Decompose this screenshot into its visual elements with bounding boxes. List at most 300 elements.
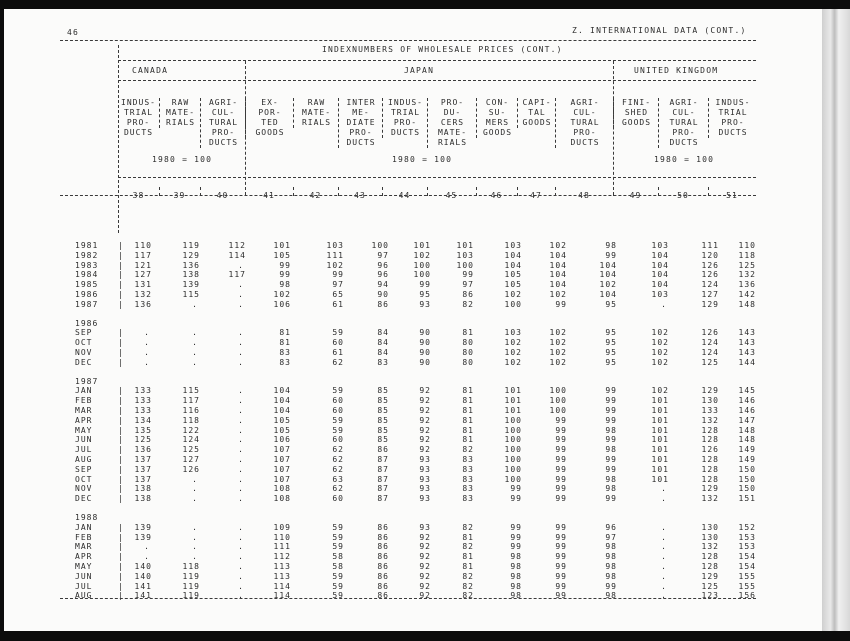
- table-row: [4, 416, 804, 426]
- cell-col-48: 98: [605, 542, 617, 552]
- row-separator: |: [118, 484, 124, 494]
- cell-col-44: 93: [419, 474, 431, 484]
- cell-col-40: .: [238, 347, 244, 357]
- cell-col-50: 129: [701, 484, 719, 494]
- cell-col-44: 92: [419, 415, 431, 425]
- column-header-50: [658, 98, 709, 148]
- cell-col-50: 126: [701, 260, 719, 270]
- cell-col-48: 99: [605, 386, 617, 396]
- base-uk: 1980 = 100: [654, 155, 715, 164]
- cell-col-42: 62: [332, 454, 344, 464]
- column-header-47: [517, 98, 556, 128]
- cell-col-42: 60: [332, 338, 344, 348]
- cell-col-47: 99: [555, 542, 567, 552]
- cell-col-46: 101: [504, 396, 522, 406]
- cell-col-41: 114: [273, 581, 291, 591]
- cell-col-41: 107: [273, 474, 291, 484]
- cell-col-41: 105: [273, 250, 291, 260]
- cell-col-51: 150: [738, 484, 756, 494]
- cell-col-40: .: [238, 484, 244, 494]
- cell-col-48: 98: [605, 425, 617, 435]
- cell-col-42: 102: [326, 260, 344, 270]
- cell-col-49: 102: [651, 347, 669, 357]
- cell-col-47: 100: [549, 386, 567, 396]
- column-header-line: PRO-: [126, 118, 151, 127]
- cell-col-46: 100: [504, 454, 522, 464]
- row-label: MAY: [75, 425, 93, 435]
- cell-col-38: 131: [134, 280, 152, 290]
- cell-col-41: 104: [273, 396, 291, 406]
- cell-col-43: 86: [377, 571, 389, 581]
- cell-col-48: 99: [605, 581, 617, 591]
- table-row: [4, 338, 804, 348]
- cell-col-39: 115: [182, 386, 200, 396]
- cell-col-42: 58: [332, 552, 344, 562]
- row-separator: |: [118, 591, 124, 601]
- column-header-line: DUCTS: [123, 128, 154, 137]
- cell-col-42: 59: [332, 386, 344, 396]
- column-header-line: CAPI-: [522, 98, 552, 107]
- table-row: [4, 406, 804, 416]
- cell-col-41: 113: [273, 561, 291, 571]
- row-label: FEB: [75, 532, 93, 542]
- cell-col-42: 59: [332, 328, 344, 338]
- cell-col-47: 102: [549, 289, 567, 299]
- column-header-line: CUL-: [672, 108, 696, 117]
- cell-col-41: 81: [279, 338, 291, 348]
- row-label: APR: [75, 415, 93, 425]
- cell-col-47: 99: [555, 474, 567, 484]
- cell-col-42: 59: [332, 415, 344, 425]
- cell-col-50: 128: [701, 464, 719, 474]
- cell-col-48: 102: [599, 280, 617, 290]
- cell-col-46: 102: [504, 338, 522, 348]
- cell-col-40: .: [238, 260, 244, 270]
- cell-col-43: 86: [377, 591, 389, 601]
- cell-col-47: 102: [549, 347, 567, 357]
- cell-col-41: 110: [273, 532, 291, 542]
- cell-col-41: 105: [273, 415, 291, 425]
- column-header-line: DUCTS: [570, 138, 600, 147]
- cell-col-41: 109: [273, 522, 291, 532]
- cell-col-38: 136: [134, 299, 152, 309]
- row-label: DEC: [75, 494, 93, 504]
- cell-col-40: .: [238, 357, 244, 367]
- cell-col-48: 98: [605, 474, 617, 484]
- cell-col-41: 114: [273, 591, 291, 601]
- cell-col-40: .: [238, 425, 244, 435]
- cell-col-47: 102: [549, 328, 567, 338]
- cell-col-50: 124: [701, 347, 719, 357]
- cell-col-47: 102: [549, 241, 567, 250]
- cell-col-38: 139: [134, 532, 152, 542]
- cell-col-49: 101: [651, 464, 669, 474]
- row-separator: |: [118, 542, 124, 552]
- cell-col-50: 120: [701, 250, 719, 260]
- cell-col-46: 102: [504, 357, 522, 367]
- cell-col-43: 85: [377, 386, 389, 396]
- cell-col-42: 103: [326, 241, 344, 250]
- cell-col-41: 98: [279, 280, 291, 290]
- column-header-line: SU-: [488, 108, 507, 117]
- cell-col-38: 136: [134, 445, 152, 455]
- cell-col-43: 86: [377, 522, 389, 532]
- row-separator: |: [118, 425, 124, 435]
- cell-col-46: 100: [504, 464, 522, 474]
- cell-col-38: 137: [134, 474, 152, 484]
- column-header-line: GOODS: [621, 118, 652, 127]
- cell-col-42: 59: [332, 591, 344, 601]
- cell-col-50: 130: [701, 532, 719, 542]
- column-header-line: ME-: [352, 108, 370, 117]
- column-header-line: MERS: [485, 118, 510, 127]
- cell-col-51: 155: [738, 581, 756, 591]
- cell-col-40: .: [238, 328, 244, 338]
- cell-col-50: 129: [701, 571, 719, 581]
- cell-col-51: 149: [738, 445, 756, 455]
- cell-col-40: .: [238, 494, 244, 504]
- cell-col-47: 99: [555, 522, 567, 532]
- cell-col-38: 138: [134, 484, 152, 494]
- row-separator: |: [118, 532, 124, 542]
- cell-col-47: 99: [555, 454, 567, 464]
- cell-col-49: 104: [651, 270, 669, 280]
- cell-col-49: 102: [651, 328, 669, 338]
- cell-col-43: 86: [377, 581, 389, 591]
- book-binding: [822, 9, 850, 631]
- table-row: [4, 494, 804, 504]
- cell-col-48: 97: [605, 532, 617, 542]
- cell-col-51: 145: [738, 386, 756, 396]
- cell-col-39: .: [192, 328, 198, 338]
- column-header-line: DIATE: [346, 118, 376, 127]
- rule-top: [60, 40, 756, 41]
- column-header-49: [613, 98, 659, 128]
- cell-col-49: 102: [651, 338, 669, 348]
- cell-col-43: 94: [377, 280, 389, 290]
- cell-col-38: 127: [134, 270, 152, 280]
- cell-col-48: 95: [605, 347, 617, 357]
- cell-col-39: .: [192, 338, 198, 348]
- cell-col-41: 112: [273, 552, 291, 562]
- stub-separator: [118, 45, 119, 233]
- cell-col-44: 92: [419, 435, 431, 445]
- cell-col-48: 99: [605, 454, 617, 464]
- cell-col-51: 153: [738, 542, 756, 552]
- cell-col-40: .: [238, 571, 244, 581]
- cell-col-39: .: [192, 522, 198, 532]
- cell-col-43: 96: [377, 260, 389, 270]
- cell-col-46: 100: [504, 425, 522, 435]
- cell-col-42: 60: [332, 494, 344, 504]
- table-row: [4, 562, 804, 572]
- cell-col-38: .: [144, 338, 150, 348]
- column-header-line: EX-: [261, 98, 279, 107]
- row-group: [4, 241, 804, 310]
- cell-col-39: 124: [182, 435, 200, 445]
- row-label: JAN: [75, 522, 93, 532]
- cell-col-43: 85: [377, 405, 389, 415]
- cell-col-45: 81: [462, 552, 474, 562]
- cell-col-49: .: [661, 591, 667, 601]
- row-label: AUG: [75, 454, 93, 464]
- column-header-line: FINI-: [621, 98, 652, 107]
- column-header-line: PRO-: [211, 128, 236, 137]
- row-label: 1986: [75, 289, 99, 299]
- row-separator: |: [118, 571, 124, 581]
- row-label: OCT: [75, 338, 93, 348]
- cell-col-38: 139: [134, 522, 152, 532]
- row-label: NOV: [75, 484, 93, 494]
- cell-col-44: 92: [419, 571, 431, 581]
- cell-col-47: 99: [555, 532, 567, 542]
- column-number: 38: [132, 191, 145, 200]
- cell-col-42: 99: [332, 270, 344, 280]
- table-row: [4, 426, 804, 436]
- cell-col-50: 128: [701, 552, 719, 562]
- cell-col-48: 98: [605, 571, 617, 581]
- cell-col-38: .: [144, 552, 150, 562]
- cell-col-38: 121: [134, 260, 152, 270]
- cell-col-42: 59: [332, 581, 344, 591]
- column-header-line: GOODS: [522, 118, 552, 127]
- cell-col-40: .: [238, 522, 244, 532]
- cell-col-50: 130: [701, 522, 719, 532]
- running-head: Z. INTERNATIONAL DATA (CONT.): [572, 26, 747, 35]
- cell-col-46: 103: [504, 328, 522, 338]
- row-label: OCT: [75, 474, 93, 484]
- column-header-45: [427, 98, 477, 148]
- cell-col-48: 98: [605, 484, 617, 494]
- cell-col-49: .: [661, 299, 667, 309]
- cell-col-45: 80: [462, 338, 474, 348]
- country-uk: UNITED KINGDOM: [634, 66, 719, 75]
- cell-col-42: 60: [332, 405, 344, 415]
- cell-col-38: 137: [134, 464, 152, 474]
- cell-col-41: 106: [273, 299, 291, 309]
- column-header-line: INDUS-: [715, 98, 751, 107]
- column-header-39: [159, 98, 201, 128]
- cell-col-45: 81: [462, 328, 474, 338]
- cell-col-49: 104: [651, 280, 669, 290]
- cell-col-40: .: [238, 415, 244, 425]
- cell-col-43: 85: [377, 396, 389, 406]
- table-row: [4, 475, 804, 485]
- column-header-line: RIALS: [437, 138, 468, 147]
- column-header-line: INDUS-: [121, 98, 156, 107]
- cell-col-51: 146: [738, 396, 756, 406]
- cell-col-47: 99: [555, 581, 567, 591]
- cell-col-44: 92: [419, 581, 431, 591]
- cell-col-46: 99: [510, 494, 522, 504]
- cell-col-42: 59: [332, 532, 344, 542]
- base-japan: 1980 = 100: [392, 155, 453, 164]
- table-row: [4, 261, 804, 271]
- cell-col-43: 86: [377, 299, 389, 309]
- row-label: JUL: [75, 581, 93, 591]
- cell-col-48: 99: [605, 396, 617, 406]
- cell-col-50: 126: [701, 445, 719, 455]
- cell-col-46: 104: [504, 260, 522, 270]
- cell-col-51: 143: [738, 338, 756, 348]
- group-year-label: 1986: [75, 318, 99, 328]
- cell-col-46: 99: [510, 484, 522, 494]
- cell-col-45: 81: [462, 435, 474, 445]
- cell-col-39: .: [192, 494, 198, 504]
- cell-col-50: 128: [701, 474, 719, 484]
- cell-col-51: 155: [738, 571, 756, 581]
- cell-col-46: 100: [504, 415, 522, 425]
- cell-col-49: .: [661, 494, 667, 504]
- cell-col-50: 132: [701, 542, 719, 552]
- cell-col-45: 81: [462, 425, 474, 435]
- cell-col-46: 98: [510, 581, 522, 591]
- cell-col-50: 128: [701, 561, 719, 571]
- cell-col-44: 90: [419, 328, 431, 338]
- cell-col-41: 107: [273, 445, 291, 455]
- cell-col-49: 102: [651, 357, 669, 367]
- row-separator: |: [118, 289, 124, 299]
- cell-col-46: 98: [510, 571, 522, 581]
- cell-col-43: 97: [377, 250, 389, 260]
- row-label: MAR: [75, 542, 93, 552]
- column-header-line: RAW: [307, 98, 326, 107]
- rule-colnums: [118, 177, 756, 178]
- column-number: 48: [578, 191, 590, 200]
- cell-col-44: 93: [419, 299, 431, 309]
- cell-col-42: 58: [332, 561, 344, 571]
- cell-col-51: 148: [738, 299, 756, 309]
- cell-col-50: 124: [701, 338, 719, 348]
- column-header-line: MATE-: [301, 108, 332, 117]
- column-header-line: INDUS-: [388, 98, 423, 107]
- cell-col-39: 119: [182, 571, 200, 581]
- cell-col-46: 101: [504, 386, 522, 396]
- cell-col-39: .: [192, 552, 198, 562]
- row-label: DEC: [75, 357, 93, 367]
- table-row: [4, 465, 804, 475]
- cell-col-49: 101: [651, 474, 669, 484]
- cell-col-44: 93: [419, 454, 431, 464]
- cell-col-43: 87: [377, 464, 389, 474]
- cell-col-42: 63: [332, 474, 344, 484]
- table-row: [4, 241, 804, 251]
- row-separator: |: [118, 415, 124, 425]
- cell-col-49: 103: [651, 241, 669, 250]
- cell-col-38: 132: [134, 289, 152, 299]
- cell-col-38: 135: [134, 425, 152, 435]
- cell-col-40: 114: [228, 250, 246, 260]
- column-header-46: [476, 98, 518, 138]
- column-header-42: [293, 98, 339, 128]
- cell-col-43: 84: [377, 328, 389, 338]
- table-row: [4, 396, 804, 406]
- cell-col-48: 99: [605, 494, 617, 504]
- cell-col-40: .: [238, 396, 244, 406]
- cell-col-41: 106: [273, 435, 291, 445]
- cell-col-43: 83: [377, 357, 389, 367]
- cell-col-51: 147: [738, 415, 756, 425]
- column-header-line: TED: [261, 118, 279, 127]
- cell-col-39: 119: [182, 591, 200, 601]
- cell-col-39: .: [192, 484, 198, 494]
- cell-col-43: 86: [377, 445, 389, 455]
- cell-col-42: 97: [332, 280, 344, 290]
- cell-col-38: 141: [134, 581, 152, 591]
- column-header-line: AGRI-: [669, 98, 699, 107]
- table-row: [4, 445, 804, 455]
- cell-col-51: 143: [738, 328, 756, 338]
- cell-col-49: .: [661, 532, 667, 542]
- row-separator: |: [118, 299, 124, 309]
- cell-col-51: 110: [738, 241, 756, 250]
- cell-col-43: 100: [371, 241, 389, 250]
- cell-col-40: .: [238, 581, 244, 591]
- cell-col-50: 130: [701, 396, 719, 406]
- cell-col-42: 59: [332, 571, 344, 581]
- cell-col-51: 150: [738, 464, 756, 474]
- column-header-line: PRO-: [393, 118, 418, 127]
- cell-col-44: 99: [419, 280, 431, 290]
- column-header-line: SHED: [624, 108, 649, 117]
- column-header-line: TRIAL: [123, 108, 154, 117]
- cell-col-51: 153: [738, 532, 756, 542]
- cell-col-39: .: [192, 542, 198, 552]
- row-separator: |: [118, 435, 124, 445]
- cell-col-50: 128: [701, 425, 719, 435]
- column-header-line: DUCTS: [208, 138, 239, 147]
- cell-col-39: 117: [182, 396, 200, 406]
- cell-col-44: 92: [419, 561, 431, 571]
- cell-col-40: .: [238, 474, 244, 484]
- cell-col-42: 62: [332, 464, 344, 474]
- cell-col-45: 83: [462, 454, 474, 464]
- cell-col-39: 116: [182, 405, 200, 415]
- cell-col-41: 83: [279, 357, 291, 367]
- table-row: [4, 300, 804, 310]
- cell-col-47: 99: [555, 552, 567, 562]
- cell-col-50: 124: [701, 280, 719, 290]
- cell-col-38: 134: [134, 415, 152, 425]
- row-label: MAR: [75, 405, 93, 415]
- column-header-line: DU-: [443, 108, 462, 117]
- cell-col-45: 83: [462, 484, 474, 494]
- cell-col-39: .: [192, 347, 198, 357]
- cell-col-45: 82: [462, 522, 474, 532]
- cell-col-41: 104: [273, 386, 291, 396]
- cell-col-39: 115: [182, 289, 200, 299]
- table-row: [4, 523, 804, 533]
- cell-col-43: 84: [377, 347, 389, 357]
- cell-col-38: 141: [134, 591, 152, 601]
- cell-col-49: .: [661, 552, 667, 562]
- row-separator: |: [118, 552, 124, 562]
- column-number: 41: [263, 191, 275, 200]
- cell-col-49: 104: [651, 260, 669, 270]
- cell-col-43: 85: [377, 425, 389, 435]
- column-number: 45: [445, 191, 458, 200]
- column-header-41: [245, 98, 294, 138]
- table-row: [4, 552, 804, 562]
- column-header-line: TURAL: [570, 118, 600, 127]
- column-header-line: TURAL: [669, 118, 699, 127]
- table-body: [4, 241, 804, 610]
- cell-col-44: 90: [419, 357, 431, 367]
- cell-col-49: 101: [651, 435, 669, 445]
- cell-col-39: 119: [182, 581, 200, 591]
- cell-col-49: .: [661, 522, 667, 532]
- cell-col-49: 101: [651, 454, 669, 464]
